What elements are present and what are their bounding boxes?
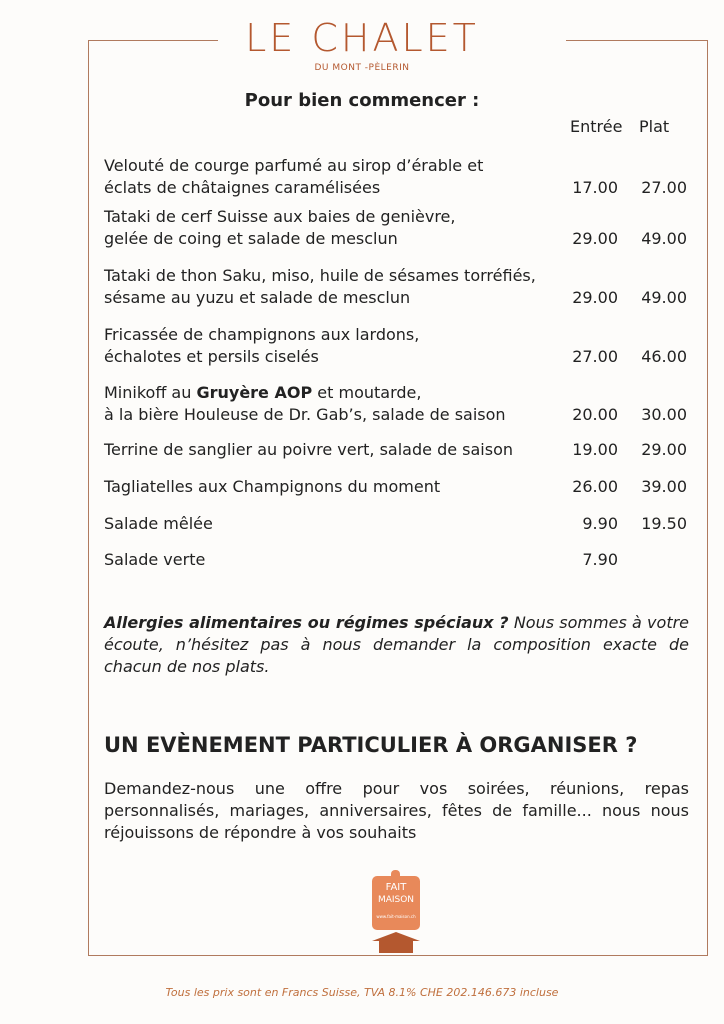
price-entree: 26.00 — [572, 477, 618, 496]
menu-item-line: Salade verte — [104, 550, 206, 569]
price-entree: 7.90 — [582, 550, 618, 569]
menu-item-line: Velouté de courge parfumé au sirop d’érable et — [104, 156, 484, 175]
logo-text-1: FAIT — [385, 882, 407, 893]
menu-item-line: Tataki de cerf Suisse aux baies de genièvre, — [104, 207, 456, 226]
menu-item-line: à la bière Houleuse de Dr. Gab’s, salade de saison — [104, 405, 506, 424]
menu-item-line: Tataki de thon Saku, miso, huile de sésames torréfiés, — [104, 266, 536, 285]
logo-text-2: MAISON — [377, 895, 415, 905]
price-plat: 30.00 — [641, 405, 687, 424]
event-title: UN EVÈNEMENT PARTICULIER À ORGANISER ? — [104, 733, 638, 757]
menu-item-line: éclats de châtaignes caramélisées — [104, 178, 381, 197]
event-text: Demandez-nous une offre pour vos soirées, réunions, repas personnalisés, mariages, anniversaires, fêtes de famille... nous nous réjouissons de répondre à vos souhaits — [104, 779, 689, 842]
restaurant-title: LE CHALET — [245, 16, 479, 60]
price-plat: 29.00 — [641, 440, 687, 459]
column-plat: Plat — [639, 117, 670, 136]
house-icon — [372, 932, 420, 941]
section-title: Pour bien commencer : — [244, 90, 480, 111]
menu-item-line: Terrine de sanglier au poivre vert, salade de saison — [104, 440, 514, 459]
menu-item-line: Fricassée de champignons aux lardons, — [104, 325, 420, 344]
menu-item-line: Salade mêlée — [104, 514, 213, 533]
menu-item-line: échalotes et persils ciselés — [104, 347, 319, 366]
price-entree: 20.00 — [572, 405, 618, 424]
price-entree: 17.00 — [572, 178, 618, 197]
price-entree: 9.90 — [582, 514, 618, 533]
price-entree: 29.00 — [572, 288, 618, 307]
menu-item-line: sésame au yuzu et salade de mesclun — [104, 288, 411, 307]
price-entree: 19.00 — [572, 440, 618, 459]
logo-url: www.fait-maison.ch — [376, 914, 416, 919]
column-entree: Entrée — [570, 117, 623, 136]
price-footer: Tous les prix sont en Francs Suisse, TVA 8.1% CHE 202.146.673 incluse — [165, 986, 559, 999]
price-entree: 27.00 — [572, 347, 618, 366]
price-plat: 39.00 — [641, 477, 687, 496]
fait-maison-logo — [370, 870, 422, 954]
frame-right — [707, 40, 708, 955]
price-entree: 29.00 — [572, 229, 618, 248]
price-plat: 46.00 — [641, 347, 687, 366]
menu-item-line: gelée de coing et salade de mesclun — [104, 229, 398, 248]
restaurant-subtitle: DU MONT -PÈLERIN — [314, 63, 410, 73]
menu-item-line: Minikoff au Gruyère AOP et moutarde, — [104, 383, 422, 402]
frame-left — [88, 40, 89, 955]
allergy-note: Allergies alimentaires ou régimes spéciaux ? Nous sommes à votre écoute, n’hésitez pas à nous demander la composition exacte de chacun de nos plats. — [104, 613, 690, 676]
frame-bottom — [88, 955, 708, 956]
price-plat: 49.00 — [641, 229, 687, 248]
price-plat: 49.00 — [641, 288, 687, 307]
menu-item-line: Tagliatelles aux Champignons du moment — [104, 477, 441, 496]
price-plat: 27.00 — [641, 178, 687, 197]
price-plat: 19.50 — [641, 514, 687, 533]
